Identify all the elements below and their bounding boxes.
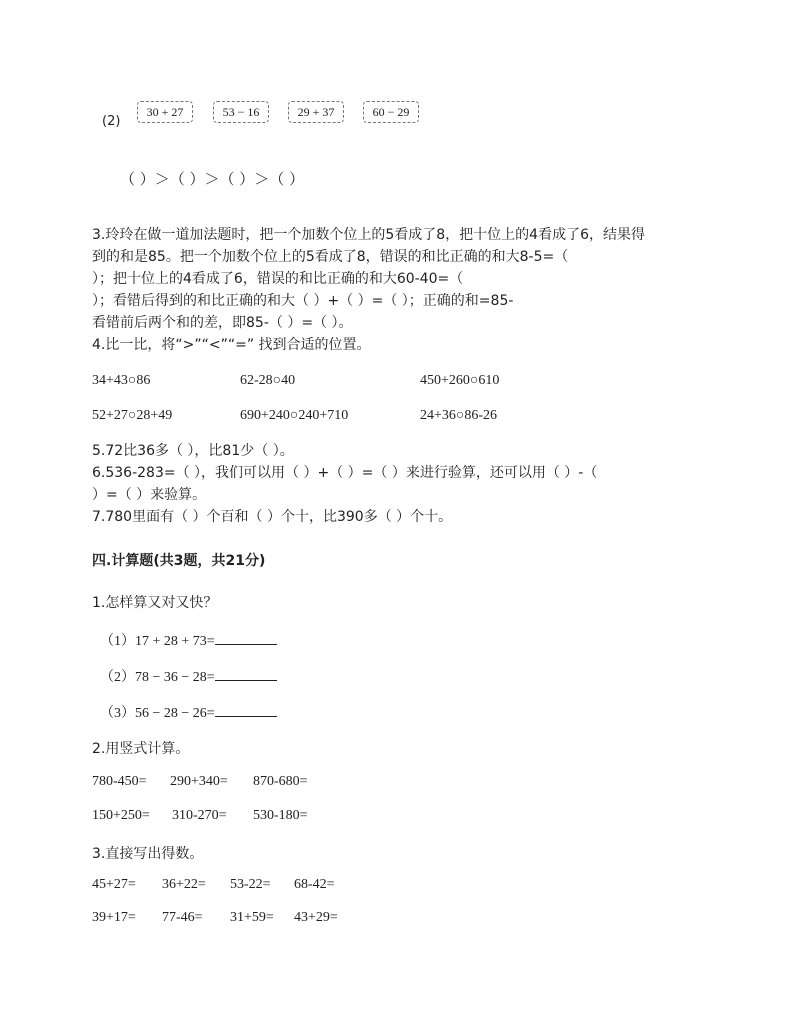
answer-blank[interactable] [215,630,277,645]
calc-item: 77-46= [162,910,203,925]
section-title: 四.计算题(共3题，共21分) [92,553,266,569]
compare-item: 450+260○610 [420,373,500,388]
calc-item: 530-180= [253,808,308,823]
calc-item: （2）78 − 36 − 28= [100,666,277,686]
question-6-line: ）=（ ）来验算。 [92,487,207,503]
expression-box: 60 − 29 [363,101,419,123]
problem-title: 1.怎样算又对又快？ [92,595,218,611]
compare-item: 52+27○28+49 [92,408,173,423]
text-line: ）；把十位上的4看成了6，错误的和比正确的和大60-40=（ [92,271,464,287]
calc-item: 53-22= [230,877,271,892]
expression-box: 29 + 37 [288,101,344,123]
calc-item: 290+340= [170,774,228,789]
comparison-line: （ ）＞（ ）＞（ ）＞（ ） [120,170,305,188]
calc-item: 310-270= [172,808,227,823]
calc-item: 43+29= [294,910,338,925]
calc-item: 36+22= [162,877,206,892]
calc-item: （1）17 + 28 + 73= [100,630,277,650]
question-label: (2) [102,114,121,129]
questions-5-7 [92,440,702,528]
problem-title: 3.直接写出得数。 [92,846,204,862]
text-line: 看错前后两个和的差，即85-（ ）=（ ）。 [92,315,353,331]
answer-blank[interactable] [215,666,277,681]
expression-box: 53 − 16 [213,101,269,123]
calc-item: 780-450= [92,774,147,789]
calc-item: 68-42= [294,877,335,892]
question-7: 7.780里面有（ ）个百和（ ）个十，比390多（ ）个十。 [92,509,453,525]
calc-item: 45+27= [92,877,136,892]
calc-item: 39+17= [92,910,136,925]
calc-item: 150+250= [92,808,150,823]
text-line: ）；看错后得到的和比正确的和大（ ）+（ ）=（ ）；正确的和=85- [92,293,514,309]
text-line: 到的和是85。把一个加数个位上的5看成了8，错误的和比正确的和大8-5=（ [92,249,569,265]
question-3 [92,224,702,356]
text-line: 3.玲玲在做一道加法题时，把一个加数个位上的5看成了8，把十位上的4看成了6，结果得 [92,227,645,243]
calc-item: 31+59= [230,910,274,925]
answer-blank[interactable] [215,702,277,717]
problem-title: 2.用竖式计算。 [92,741,190,757]
calc-item: （3）56 − 28 − 26= [100,702,277,722]
expression-box: 30 + 27 [137,101,193,123]
question-4-title: 4.比一比，将“>”“<”“=” 找到合适的位置。 [92,337,371,353]
compare-item: 24+36○86-26 [420,408,498,423]
question-6-line: 6.536-283=（ ），我们可以用（ ）+（ ）=（ ）来进行验算，还可以用（ ）-（ [92,465,598,481]
question-5: 5.72比36多（ ），比81少（ ）。 [92,443,294,459]
compare-item: 34+43○86 [92,373,151,388]
compare-item: 62-28○40 [240,373,296,388]
calc-item: 870-680= [253,774,308,789]
compare-item: 690+240○240+710 [240,408,349,423]
